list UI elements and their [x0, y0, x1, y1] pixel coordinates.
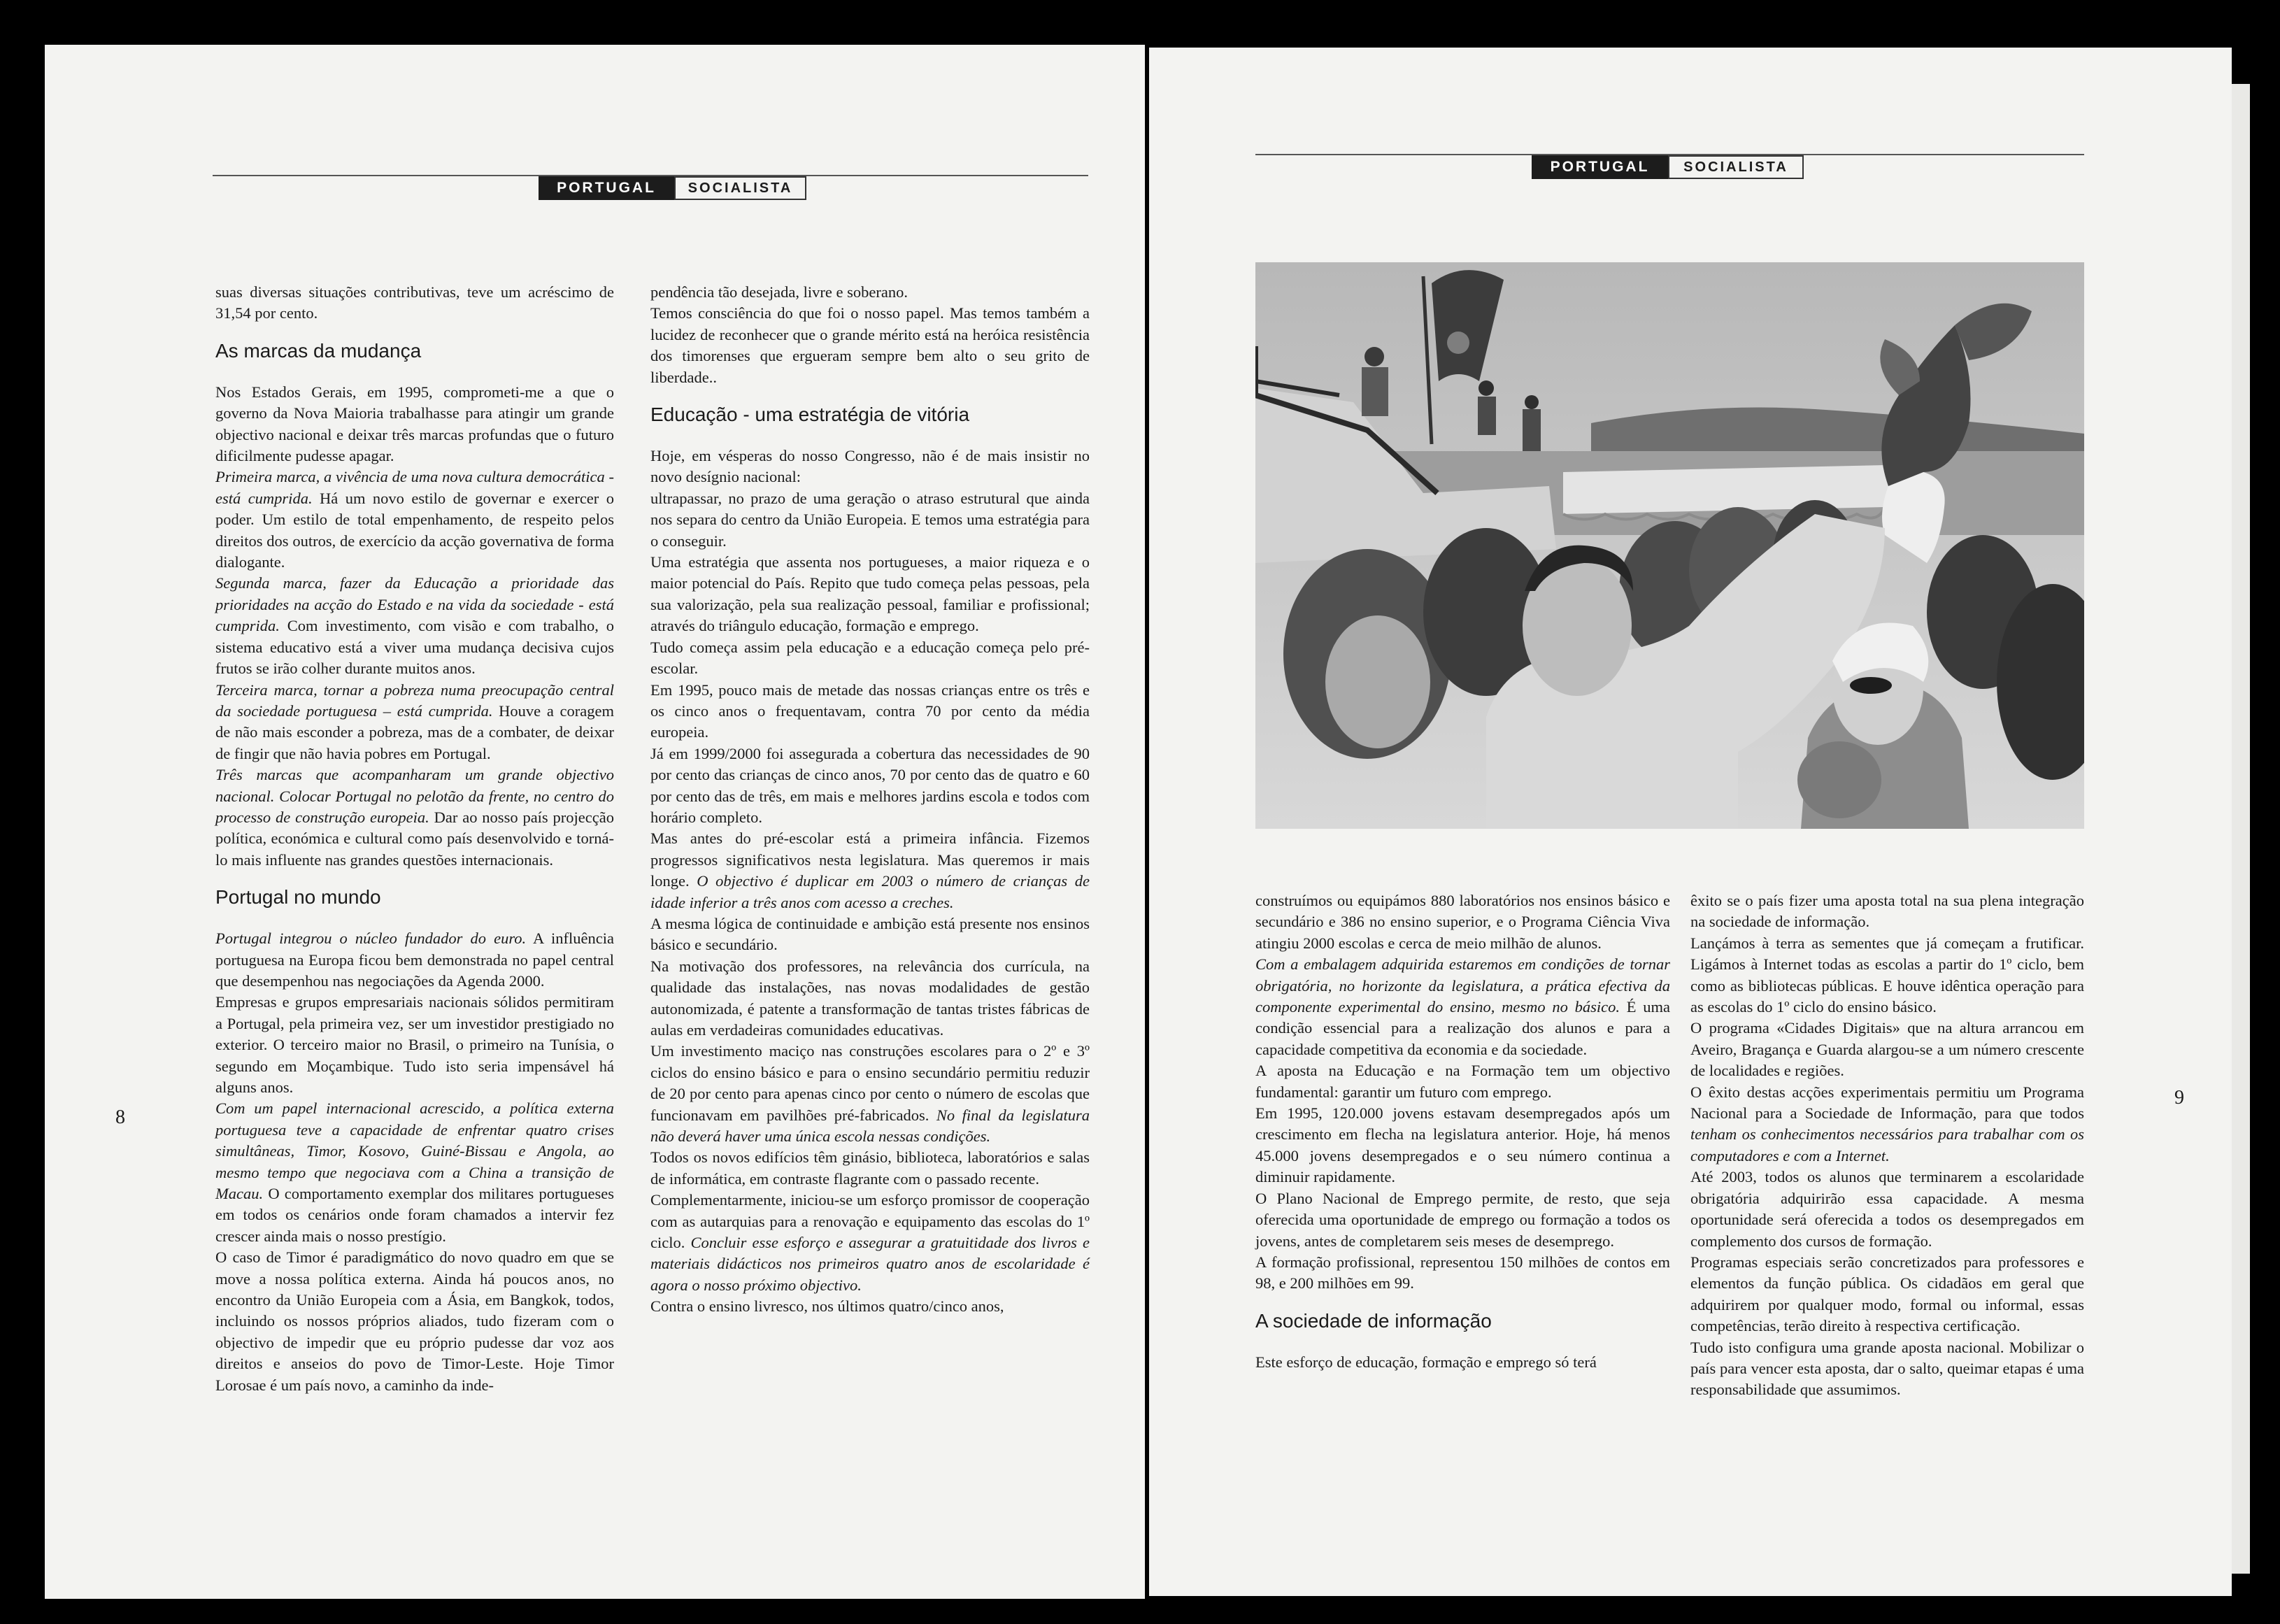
right-page — [1149, 48, 2232, 1596]
paragraph: suas diversas situações contributivas, teve um acréscimo de 31,54 por cento. — [215, 283, 614, 322]
paragraph: Em 1995, pouco mais de metade das nossas crianças entre os três e os cinco anos o frequentavam, contra 70 por cento da média europeia. — [650, 681, 1090, 741]
paragraph: A mesma lógica de continuidade e ambição está presente nos ensinos básico e secundário. — [650, 914, 1090, 954]
paragraph: pendência tão desejada, livre e soberano. — [650, 283, 908, 301]
paragraph: construímos ou equipámos 880 laboratórios nos ensinos básico e secundário e 386 no ensino superior, e o Programa Ciência Viva atingiu 2000 escolas e cerca de meio milhão de alunos. — [1255, 892, 1670, 952]
paragraph: Três marcas que acompanharam um grande objectivo nacional. Colocar Portugal no pelotão da frente, no centro do processo de construção europeia. Dar ao nosso país projecção política, económica e cultural como país desenvolvido e torná-lo mais influente nas grandes questões internacionais. — [215, 766, 614, 869]
paragraph: Temos consciência do que foi o nosso papel. Mas temos também a lucidez de reconhecer que o grande mérito está na heróica resistência dos timorenses que ergueram sempre bem alto o seu grito de liberdade.. — [650, 304, 1090, 386]
crowd-photo-illustration — [1255, 262, 2084, 829]
paragraph: Terceira marca, tornar a pobreza numa preocupação central da sociedade portuguesa – está cumprida. Houve a coragem de não mais esconder a pobreza, mas de a combater, de deixar de fingir que não havia pobres em Portugal. — [215, 681, 614, 762]
page-number-left: 8 — [115, 1106, 125, 1128]
paragraph: Mas antes do pré-escolar está a primeira infância. Fizemos progressos significativos nesta legislatura. Mas queremos ir mais longe. O objectivo é duplicar em 2003 o número de crianças de idade inferior a três anos com acesso a creches. — [650, 829, 1090, 911]
text-column-4 — [1690, 890, 2084, 1401]
left-page — [45, 45, 1145, 1599]
paragraph: Com um papel internacional acrescido, a política externa portuguesa teve a capacidade de enfrentar quatro crises simultâneas, Timor, Kosovo, Guiné-Bissau e Angola, ao mesmo tempo que negociava com a China a transição de Macau. O comportamento exemplar dos militares portugueses em todos os cenários onde foram chamados a intervir fez crescer ainda mais o nosso prestígio. — [215, 1099, 614, 1245]
section-heading: Educação - uma estratégia de vitória — [650, 404, 970, 426]
header-portugal: PORTUGAL — [1532, 155, 1668, 179]
running-header-right — [1255, 155, 2084, 179]
paragraph: Tudo isto configura uma grande aposta nacional. Mobilizar o país para vencer esta aposta, dar o salto, queimar etapas é uma responsabilidade que assumimos. — [1690, 1338, 2084, 1399]
paragraph: A aposta na Educação e na Formação tem um objectivo fundamental: garantir um futuro com emprego. — [1255, 1062, 1670, 1101]
paragraph: Programas especiais serão concretizados para professores e elementos da função pública. Os cidadãos em geral que adquirirem por qualquer modo, formal ou informal, essas competências, terão direito à respectiva certificação. — [1690, 1253, 2084, 1335]
paragraph: Todos os novos edifícios têm ginásio, biblioteca, laboratórios e salas de informática, em contraste flagrante com o passado recente. — [650, 1148, 1090, 1188]
paragraph: A formação profissional, representou 150 milhões de contos em 98, e 200 milhões em 99. — [1255, 1253, 1670, 1292]
page-number-right: 9 — [2174, 1087, 2184, 1109]
page-edge — [2232, 84, 2250, 1574]
paragraph: Contra o ensino livresco, nos últimos quatro/cinco anos, — [650, 1297, 1004, 1316]
paragraph: ultrapassar, no prazo de uma geração o atraso estrutural que ainda nos separa do centro da União Europeia. E temos uma estratégia para o conseguir. — [650, 489, 1090, 550]
paragraph: Primeira marca, a vivência de uma nova cultura democrática - está cumprida. Há um novo estilo de governar e exercer o poder. Um estilo de total empenhamento, de respeito pelos direitos dos outros, de exercício da acção governativa de forma dialogante. — [215, 468, 614, 571]
running-header-left — [213, 176, 1088, 200]
paragraph: Uma estratégia que assenta nos portugueses, a maior riqueza e o maior potencial do País. Repito que tudo começa pelas pessoas, pela sua valorização, pela sua realização pessoal, familiar e profissional; através do triângulo educação, formação e emprego. — [650, 553, 1090, 635]
paragraph: Hoje, em vésperas do nosso Congresso, não é de mais insistir no novo desígnio nacional: — [650, 447, 1090, 486]
paragraph: Segunda marca, fazer da Educação a prioridade das prioridades na acção do Estado e na vida da sociedade - está cumprida. Com investimento, com visão e com trabalho, o sistema educativo está a viver uma mudança decisiva cujos frutos se irão colher durante muitos anos. — [215, 574, 614, 678]
header-portugal: PORTUGAL — [539, 176, 674, 200]
paragraph: Empresas e grupos empresariais nacionais sólidos permitiram a Portugal, pela primeira vez, ser um investidor prestigiado no exterior. O terceiro maior no Brasil, o primeiro na Tunísia, o segundo em Moçambique. Tudo isto seria impensável há alguns anos. — [215, 993, 614, 1096]
section-heading: As marcas da mudança — [215, 339, 422, 362]
paragraph: O programa «Cidades Digitais» que na altura arrancou em Aveiro, Bragança e Guarda alargou-se a um número crescente de localidades e regiões. — [1690, 1019, 2084, 1080]
paragraph: O Plano Nacional de Emprego permite, de resto, que seja oferecida uma oportunidade de emprego ou formação a todos os jovens, antes de completarem seis meses de desemprego. — [1255, 1189, 1670, 1250]
paragraph: Com a embalagem adquirida estaremos em condições de tornar obrigatória, no horizonte da legislatura, a prática efectiva da componente experimental do ensino, mesmo no básico. É uma condição essencial para a realização dos alunos e para a capacidade competitiva da economia e da sociedade. — [1255, 955, 1670, 1058]
text-column-1 — [215, 282, 614, 1396]
text-column-3 — [1255, 890, 1670, 1373]
header-socialista: SOCIALISTA — [674, 176, 806, 200]
section-heading: A sociedade de informação — [1255, 1309, 1492, 1332]
paragraph: Nos Estados Gerais, em 1995, comprometi-me a que o governo da Nova Maioria trabalhasse para atingir um grande objectivo nacional e deixar três marcas profundas que o futuro dificilmente pudesse apagar. — [215, 383, 614, 465]
paragraph: O êxito destas acções experimentais permitiu um Programa Nacional para a Sociedade de Informação, para que todos tenham os conhecimentos necessários para trabalhar com os computadores e com a Internet. — [1690, 1083, 2084, 1164]
paragraph: Este esforço de educação, formação e emprego só terá — [1255, 1353, 1597, 1371]
paragraph: Já em 1999/2000 foi assegurada a cobertura das necessidades de 90 por cento das crianças de cinco anos, 70 por cento das de quatro e 60 por cento das de três, em mais e melhores jardins escola e todos com horário completo. — [650, 744, 1090, 826]
header-socialista: SOCIALISTA — [1668, 155, 1804, 179]
paragraph: Lançámos à terra as sementes que já começam a frutificar. Ligámos à Internet todas as escolas a partir do 1º ciclo, bem como as bibliotecas públicas. E houve idêntica operação para as escolas do 1º ciclo do ensino básico. — [1690, 934, 2084, 1016]
paragraph: Portugal integrou o núcleo fundador do euro. A influência portuguesa na Europa ficou bem demonstrada no papel central que desempenhou nas negociações da Agenda 2000. — [215, 929, 614, 990]
paragraph: O caso de Timor é paradigmático do novo quadro em que se move a nossa política externa. Ainda há poucos anos, no encontro da União Europeia com a Ásia, em Bangkok, todos, incluindo os nossos próprios aliados, tudo fizeram com o objectivo de impedir que eu próprio pudesse dar voz aos direitos e anseios do povo de Timor-Leste. Hoje Timor Lorosae é um país novo, a caminho da inde- — [215, 1248, 614, 1394]
paragraph: Na motivação dos professores, na relevância dos currícula, na qualidade das instalações, nas novas modalidades de gestão autonomizada, é patente a transformação de tantas tristes fábricas de aulas em verdadeiras comunidades educativas. — [650, 957, 1090, 1039]
paragraph: Em 1995, 120.000 jovens estavam desempregados após um crescimento em flecha na legislatura anterior. Hoje, há menos 45.000 jovens desempregados e o seu número continua a diminuir rapidamente. — [1255, 1104, 1670, 1186]
crowd-photo — [1255, 262, 2084, 829]
section-heading: Portugal no mundo — [215, 886, 381, 909]
paragraph: Um investimento maciço nas construções escolares para o 2º e 3º ciclos do ensino básico e para o ensino secundário permitiu reduzir de 20 por cento para apenas cinco por cento o número de escolas que funcionavam em pavilhões pré-fabricados. No final da legislatura não deverá haver uma única escola nessas condições. — [650, 1042, 1090, 1146]
text-column-2 — [650, 282, 1090, 1318]
paragraph: Complementarmente, iniciou-se um esforço promissor de cooperação com as autarquias para a renovação e equipamento das escolas do 1º ciclo. Concluir esse esforço e assegurar a gratuitidade dos livros e materiais didácticos nos primeiros quatro anos de escolaridade é agora o nosso próximo objectivo. — [650, 1191, 1090, 1294]
paragraph: êxito se o país fizer uma aposta total na sua plena integração na sociedade de informação. — [1690, 892, 2084, 931]
paragraph: Tudo começa assim pela educação e a educação começa pelo pré-escolar. — [650, 638, 1090, 678]
paragraph: Até 2003, todos os alunos que terminarem a escolaridade obrigatória adquirirão essa capacidade. A mesma oportunidade será oferecida a todos os desempregados em complemento dos cursos de formação. — [1690, 1168, 2084, 1250]
